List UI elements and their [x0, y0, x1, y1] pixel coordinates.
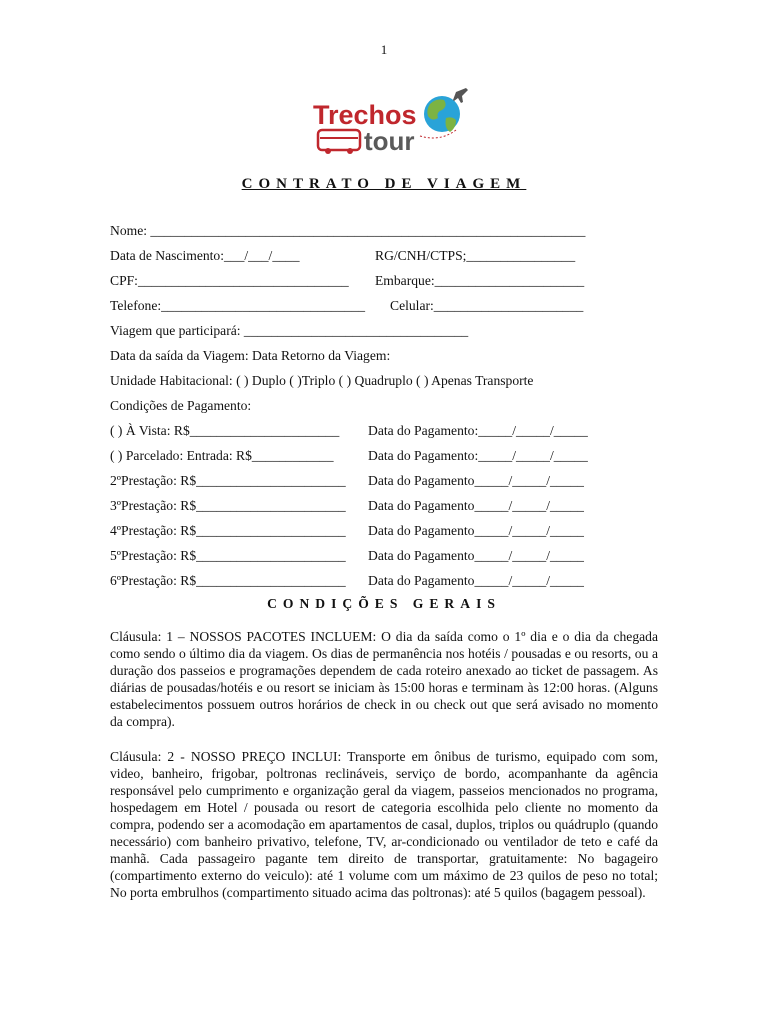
contract-form [110, 220, 660, 595]
row-telefone-celular [110, 295, 660, 320]
payment-row [110, 495, 660, 520]
payment-amount-field[interactable]: 5ºPrestação: R$______________________ [110, 548, 346, 563]
field-datas-viagem: Data da saída da Viagem: Data Retorno da Viagem: [110, 348, 391, 363]
payment-date-field[interactable]: Data do Pagamento:_____/_____/_____ [368, 448, 588, 463]
logo-text-trechos: Trechos [313, 100, 417, 130]
field-cpf[interactable]: CPF:_______________________________ [110, 273, 349, 288]
field-celular[interactable]: Celular:______________________ [390, 298, 584, 313]
payment-date-field[interactable]: Data do Pagamento_____/_____/_____ [368, 523, 584, 538]
field-rg[interactable]: RG/CNH/CTPS;________________ [375, 248, 576, 263]
payment-date-field[interactable]: Data do Pagamento_____/_____/_____ [368, 548, 584, 563]
payment-amount-field[interactable]: ( ) Parcelado: Entrada: R$____________ [110, 448, 334, 463]
field-unidade-habitacional[interactable]: Unidade Habitacional: ( ) Duplo ( )Triplo ( ) Quadruplo ( ) Apenas Transporte [110, 373, 534, 388]
section-title-condicoes-gerais: CONDIÇÕES GERAIS [267, 596, 501, 611]
payment-date-field[interactable]: Data do Pagamento:_____/_____/_____ [368, 423, 588, 438]
field-viagem[interactable]: Viagem que participará: _________________________________ [110, 323, 469, 338]
payment-date-field[interactable]: Data do Pagamento_____/_____/_____ [368, 498, 584, 513]
clause-2: Cláusula: 2 - NOSSO PREÇO INCLUI: Transporte em ônibus de turismo, equipado com som, video, banheiro, frigobar, poltronas reclináveis, serviço de bordo, acompanhante da agência responsável pelo cumprimento e organização geral da viagem, passeios mencionados no programa, hospedagem em Hotel / pousada ou resort de categoria escolhida pelo cliente no momento da compra, podendo ser a acomodação em apartamentos de casal, duplos, triplos ou quádruplo (quando necessário) com banheiro privativo, telefone, TV, ar-condicionado ou ventilador de teto e café da manhã. Cada passageiro pagante tem direito de transportar, gratuitamente: No bagageiro (compartimento externo do veiculo): até 1 volume com um máximo de 23 quilos de peso no total; No porta embrulhos (compartimento situado acima das poltronas): até 5 quilos (bagagem pessoal). [110, 749, 658, 900]
page-number: 1 [380, 42, 388, 57]
row-nascimento-rg [110, 245, 660, 270]
label-condicoes-pagamento: Condições de Pagamento: [110, 398, 252, 413]
row-cpf-embarque [110, 270, 660, 295]
payment-row [110, 470, 660, 495]
payment-row [110, 445, 660, 470]
logo-text-tour: tour [364, 126, 415, 156]
contract-title: CONTRATO DE VIAGEM [241, 176, 527, 192]
payment-row [110, 545, 660, 570]
payment-date-field[interactable]: Data do Pagamento_____/_____/_____ [368, 473, 584, 488]
payment-amount-field[interactable]: 6ºPrestação: R$______________________ [110, 573, 346, 588]
payment-amount-field[interactable]: 4ºPrestação: R$______________________ [110, 523, 346, 538]
payment-row [110, 420, 660, 445]
field-data-nascimento[interactable]: Data de Nascimento:___/___/____ [110, 248, 300, 263]
field-telefone[interactable]: Telefone:______________________________ [110, 298, 366, 313]
payment-amount-field[interactable]: 3ºPrestação: R$______________________ [110, 498, 346, 513]
payment-date-field[interactable]: Data do Pagamento_____/_____/_____ [368, 573, 584, 588]
payment-amount-field[interactable]: 2ºPrestação: R$______________________ [110, 473, 346, 488]
trechos-tour-logo [308, 80, 478, 160]
payment-amount-field[interactable]: ( ) À Vista: R$______________________ [110, 423, 340, 438]
field-embarque[interactable]: Embarque:______________________ [375, 273, 585, 288]
field-nome[interactable]: Nome: ________________________________________________________________ [110, 223, 586, 238]
payment-row [110, 520, 660, 545]
clause-1: Cláusula: 1 – NOSSOS PACOTES INCLUEM: O dia da saída como o 1º dia e o dia da chegada como sendo o último dia da viagem. Os dias de permanência nos hotéis / pousadas e ou resorts, ou a duração dos passeios e programações dependem de cada roteiro anexado ao ticket de passagem. As diárias de pousadas/hotéis e ou resort se iniciam às 15:00 horas e terminam às 12:00 horas. (Alguns estabelecimentos possuem outros horários de check in ou check out que será avisado no momento da compra). [110, 629, 658, 729]
payment-row [110, 570, 660, 595]
clauses [110, 628, 658, 919]
